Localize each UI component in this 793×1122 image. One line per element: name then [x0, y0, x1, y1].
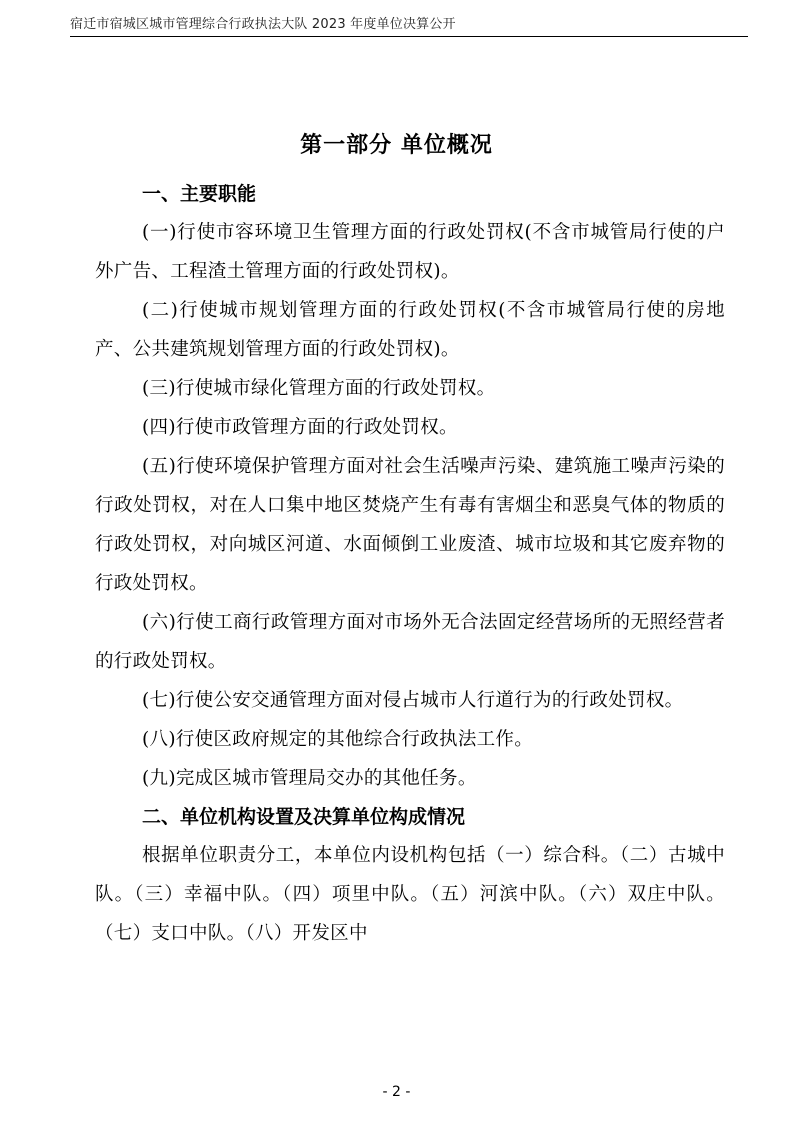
paragraph: (八)行使区政府规定的其他综合行政执法工作。 [142, 729, 534, 750]
paragraph: (七)行使公安交通管理方面对侵占城市人行道行为的行政处罚权。 [142, 690, 684, 711]
paragraph: (一)行使市容环境卫生管理方面的行政处罚权(不含市城管局行使的户外广告、工程渣土管理方面的行政处罚权)。 [95, 222, 725, 282]
document-body [95, 175, 725, 953]
paragraph: (四)行使市政管理方面的行政处罚权。 [142, 417, 458, 438]
page-title: 第一部分 单位概况 [300, 133, 493, 158]
paragraph: 根据单位职责分工，本单位内设机构包括（一）综合科。（二）古城中队。（三）幸福中队。（四）项里中队。（五）河滨中队。（六）双庄中队。（七）支口中队。（八）开发区中 [95, 845, 725, 944]
page-number: - 2 - [382, 1084, 411, 1100]
header-divider [70, 36, 748, 37]
paragraph: (六)行使工商行政管理方面对市场外无合法固定经营场所的无照经营者的行政处罚权。 [95, 612, 725, 672]
section-heading-main-functions: 一、主要职能 [142, 183, 257, 205]
paragraph: (九)完成区城市管理局交办的其他任务。 [142, 768, 477, 789]
section-heading-organization: 二、单位机构设置及决算单位构成情况 [142, 806, 466, 828]
paragraph: (二)行使城市规划管理方面的行政处罚权(不含市城管局行使的房地产、公共建筑规划管理方面的行政处罚权)。 [95, 300, 725, 360]
running-header: 宿迁市宿城区城市管理综合行政执法大队 2023 年度单位决算公开 [70, 17, 456, 32]
paragraph: (三)行使城市绿化管理方面的行政处罚权。 [142, 378, 496, 399]
paragraph: (五)行使环境保护管理方面对社会生活噪声污染、建筑施工噪声污染的行政处罚权，对在人口集中地区焚烧产生有毒有害烟尘和恶臭气体的物质的行政处罚权，对向城区河道、水面倾倒工业废渣、城市垃圾和其它废弃物的行政处罚权。 [95, 456, 725, 594]
